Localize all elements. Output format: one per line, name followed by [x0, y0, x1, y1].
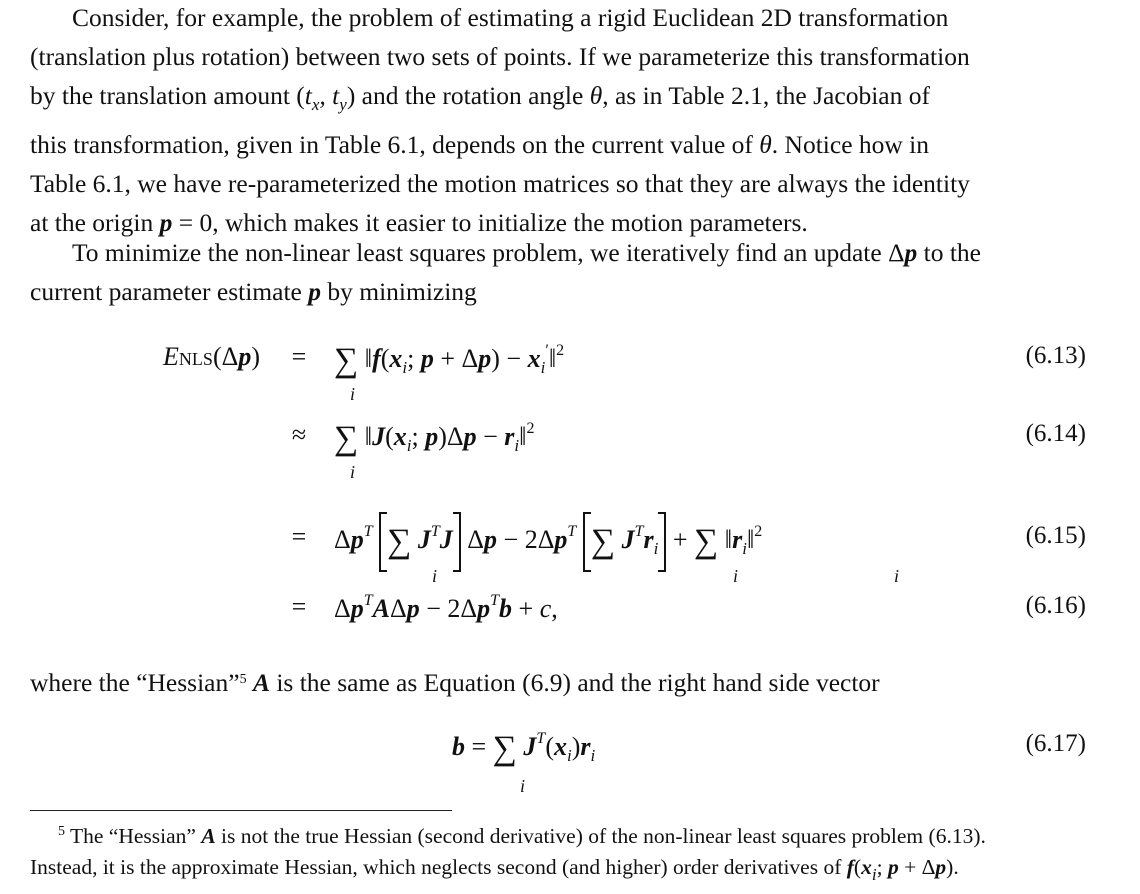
footnote-rule	[30, 810, 452, 811]
equation-6-16	[0, 592, 1140, 652]
footnote	[30, 816, 1086, 890]
eq-number: (6.13)	[1025, 342, 1086, 369]
eq-number: (6.17)	[1025, 730, 1086, 757]
eq-lhs: ENLS(Δp)	[163, 342, 260, 371]
eq-rhs: ∑ $‖f(x_i$; $p + \Delta p) - x_i'‖^2$	[334, 342, 565, 379]
p1-line-5: Table 6.1, we have re-parameterized the motion matrices so that they are always the identity	[30, 168, 970, 198]
p2-line-2: current parameter estimate p by minimizing	[30, 277, 477, 307]
footnote-reference[interactable]: 5	[239, 672, 247, 687]
eq-relation: =	[291, 592, 307, 621]
eq-rhs: $\Delta p^TA\Delta p - 2\Delta p^Tb + c$,	[334, 592, 558, 623]
eq-relation: =	[291, 342, 307, 371]
p3-line-1: where the “Hessian”$^5$ A is the same as Equation (6.9) and the right hand side vector	[30, 668, 880, 697]
paragraph-2	[30, 233, 1086, 311]
equation-6-15: = $\Delta p^T$ ∑ $J^TJ$ $\Delta p - 2\Delta p^T$ ∑ $J^Tr_i$ + ∑ $‖r_i‖^2$ i i i (6.15)	[0, 512, 1140, 592]
p1-line-6: at the origin p = 0, which makes it easier to initialize the motion parameters.	[30, 208, 808, 238]
p2-line-1: To minimize the non-linear least squares problem, we iteratively find an update Δp to the	[72, 238, 981, 267]
eq-rhs: $\Delta p^T$ ∑ $J^TJ$ $\Delta p - 2\Delta p^T$ ∑ $J^Tr_i$ + ∑ $‖r_i‖^2$	[334, 512, 762, 572]
eq-rhs: b = ∑ $J^T(x_i)r_i$	[452, 730, 596, 767]
eq-number: (6.15)	[1025, 522, 1086, 549]
eq-rhs: ∑ $‖J(x_i$; $p)\Delta p - r_i‖^2$	[334, 420, 535, 457]
p1-line-2: (translation plus rotation) between two sets of points. If we parameterize this transformation	[30, 42, 970, 72]
eq-relation: ≈	[291, 420, 307, 449]
paragraph-1	[30, 0, 1086, 242]
eq-relation: =	[291, 522, 307, 551]
p1-line-3: by the translation amount ($t_x$, $t_y$) and the rotation angle θ, as in Table 2.1, the Jacobian of	[30, 81, 930, 115]
p1-line-4: this transformation, given in Table 6.1, depends on the current value of θ. Notice how in	[30, 129, 930, 159]
equation-6-13: ENLS(Δp) = ∑ $‖f(x_i$; $p + \Delta p) - x_i'‖^2$ i (6.13)	[0, 342, 1140, 402]
equation-6-14: ≈ ∑ $‖J(x_i$; $p)\Delta p - r_i‖^2$ i (6.14)	[0, 420, 1140, 480]
footnote-line-2: Instead, it is the approximate Hessian, which neglects second (and higher) order derivatives of $f(x_i$; p + Δp).	[30, 855, 959, 884]
eq-number: (6.16)	[1025, 592, 1086, 619]
eq-number: (6.14)	[1025, 420, 1086, 447]
p1-line-1: Consider, for example, the problem of estimating a rigid Euclidean 2D transformation	[72, 3, 949, 32]
equation-6-17: b = ∑ $J^T(x_i)r_i$ i (6.17)	[452, 730, 1086, 796]
paragraph-3	[30, 660, 1086, 702]
footnote-line-1: $^5$ The “Hessian” A is not the true Hessian (second derivative) of the non-linear least squares problem (6.13).	[58, 824, 986, 848]
